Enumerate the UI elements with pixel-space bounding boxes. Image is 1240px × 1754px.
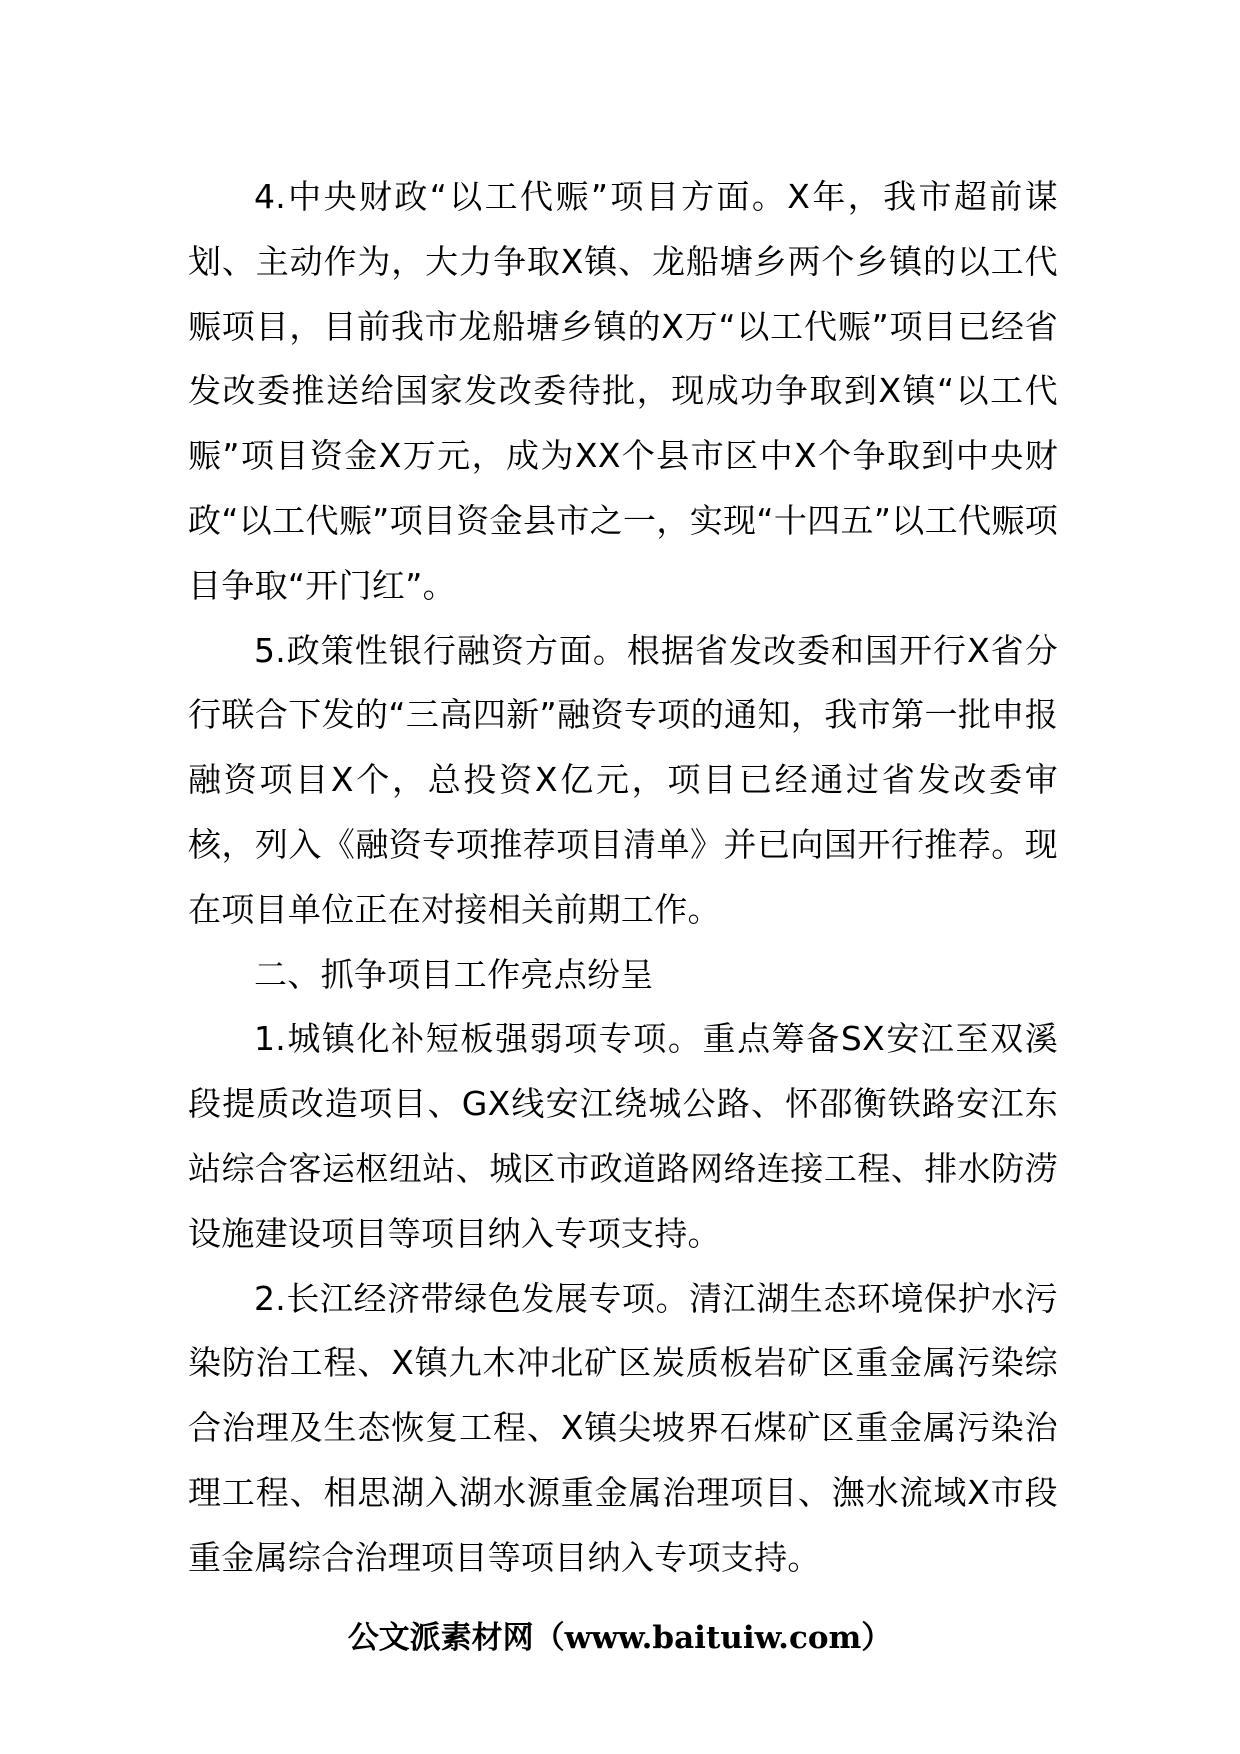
document-body [188,165,1058,1591]
paragraph-urbanization-project: 1.城镇化补短板强弱项专项。重点筹备SX安江至双溪段提质改造项目、GX线安江绕城公路、怀邵衡铁路安江东站综合客运枢纽站、城区市政道路网络连接工程、排水防涝设施建设项目等项目纳入专项支持。 [188,1019,1058,1253]
paragraph-yangtze-green-development: 2.长江经济带绿色发展专项。清江湖生态环境保护水污染防治工程、X镇九木冲北矿区炭质板岩矿区重金属污染综合治理及生态恢复工程、X镇尖坡界石煤矿区重金属污染治理工程、相思湖入湖水源重金属治理项目、潕水流域X市段重金属综合治理项目等项目纳入专项支持。 [188,1278,1058,1577]
paragraph-central-finance: 4.中央财政“以工代赈”项目方面。X年，我市超前谋划、主动作为，大力争取X镇、龙船塘乡两个乡镇的以工代赈项目，目前我市龙船塘乡镇的X万“以工代赈”项目已经省发改委推送给国家发改委待批，现成功争取到X镇“以工代赈”项目资金X万元，成为XX个县市区中X个争取到中央财政“以工代赈”项目资金县市之一，实现“十四五”以工代赈项目争取“开门红”。 [188,177,1058,605]
page-footer-watermark: 公文派素材网（www.baituiw.com） [347,1620,893,1656]
section-heading: 二、抓争项目工作亮点纷呈 [254,954,654,994]
paragraph-policy-bank-financing: 5.政策性银行融资方面。根据省发改委和国开行X省分行联合下发的“三高四新”融资专项的通知，我市第一批申报融资项目X个，总投资X亿元，项目已经通过省发改委审核，列入《融资专项推荐项目清单》并已向国开行推荐。现在项目单位正在对接相关前期工作。 [188,630,1058,929]
